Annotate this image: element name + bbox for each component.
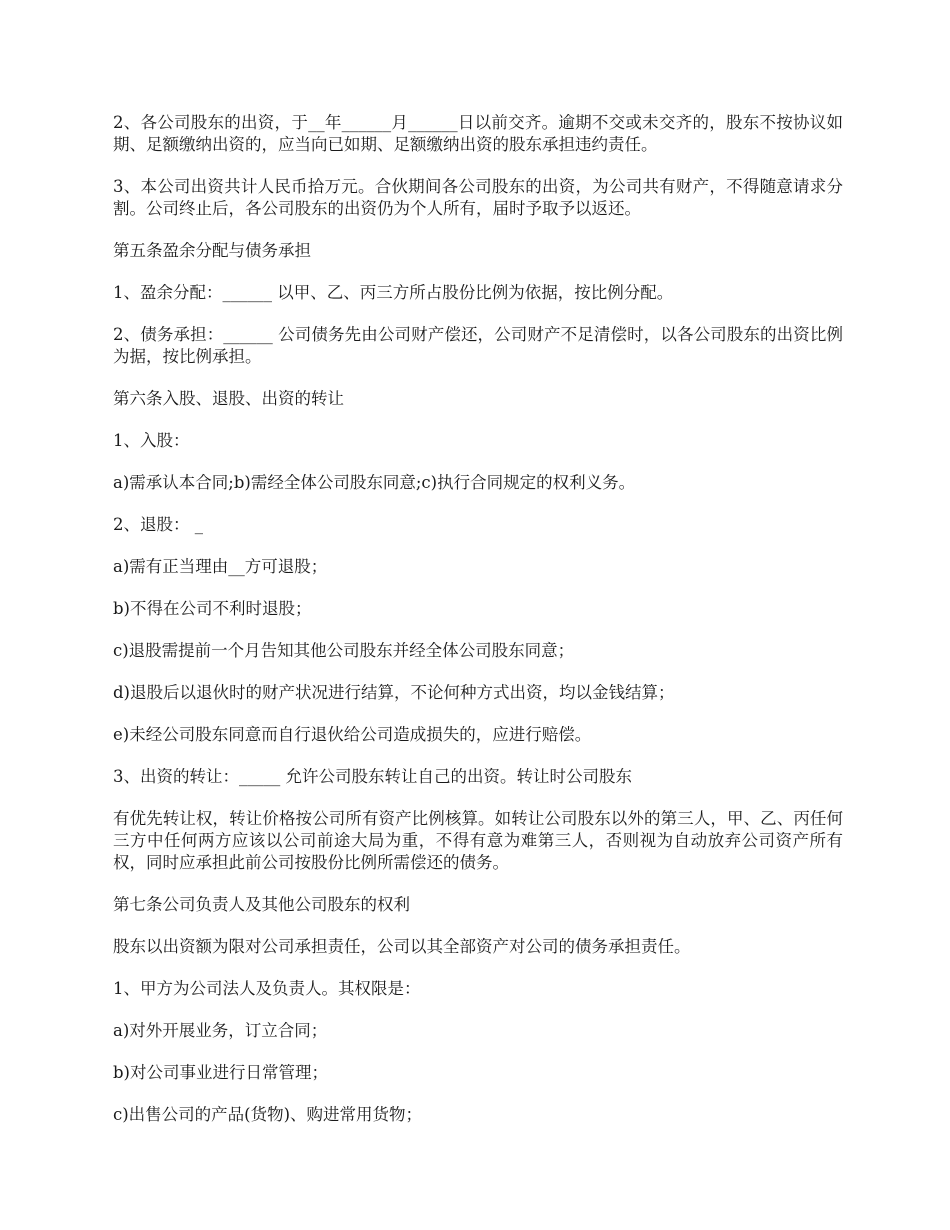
list-item-withdrawal-a: a)需有正当理由__方可退股； [113,557,328,576]
paragraph-debt-bearing: 2、债务承担：______ 公司债务先由公司财产偿还，公司财产不足清偿时，以各公司股东的出资比例为据，按比例承担。 [113,325,843,366]
heading-article-5: 第五条盈余分配与债务承担 [113,241,311,260]
heading-article-7: 第七条公司负责人及其他公司股东的权利 [113,895,410,914]
paragraph-total-capital: 3、本公司出资共计人民币拾万元。合伙期间各公司股东的出资，为公司共有财产，不得随意请求分割。公司终止后，各公司股东的出资仍为个人所有，届时予取予以返还。 [113,177,843,218]
list-item-withdrawal-b: b)不得在公司不利时退股； [113,599,312,618]
paragraph-party-a-authority: 1、甲方为公司法人及负责人。其权限是： [113,979,421,998]
list-item-authority-b: b)对公司事业进行日常管理； [113,1063,328,1082]
list-item-withdrawal-c: c)退股需提前一个月告知其他公司股东并经全体公司股东同意； [113,641,575,660]
heading-article-6: 第六条入股、退股、出资的转让 [113,389,344,408]
list-item-withdrawal-d: d)退股后以退伙时的财产状况进行结算，不论何种方式出资，均以金钱结算； [113,683,675,702]
paragraph-contribution-deadline: 2、各公司股东的出资，于__年______月______日以前交齐。逾期不交或未交齐的，股东不按协议如期、足额缴纳出资的，应当向已如期、足额缴纳出资的股东承担违约责任。 [113,113,843,154]
paragraph-withdrawal: 2、退股： _ [113,515,203,534]
paragraph-joining: 1、入股： [113,431,190,450]
list-item-withdrawal-e: e)未经公司股东同意而自行退伙给公司造成损失的，应进行赔偿。 [113,725,592,744]
paragraph-liability: 股东以出资额为限对公司承担责任，公司以其全部资产对公司的债务承担责任。 [113,937,691,956]
paragraph-joining-conditions: a)需承认本合同;b)需经全体公司股东同意;c)执行合同规定的权利义务。 [113,473,636,492]
paragraph-profit-distribution: 1、盈余分配：______ 以甲、乙、丙三方所占股份比例为依据，按比例分配。 [113,283,674,302]
paragraph-capital-transfer: 3、出资的转让：_____ 允许公司股东转让自己的出资。转让时公司股东 [113,767,632,786]
list-item-authority-a: a)对外开展业务，订立合同； [113,1021,328,1040]
document-page [113,112,843,1146]
list-item-authority-c: c)出售公司的产品(货物)、购进常用货物； [113,1105,423,1124]
paragraph-transfer-priority: 有优先转让权，转让价格按公司所有资产比例核算。如转让公司股东以外的第三人，甲、乙、丙任何三方中任何两方应该以公司前途大局为重，不得有意为难第三人，否则视为自动放弃公司资产所有权，同时应承担此前公司按股份比例所需偿还的债务。 [113,809,843,872]
